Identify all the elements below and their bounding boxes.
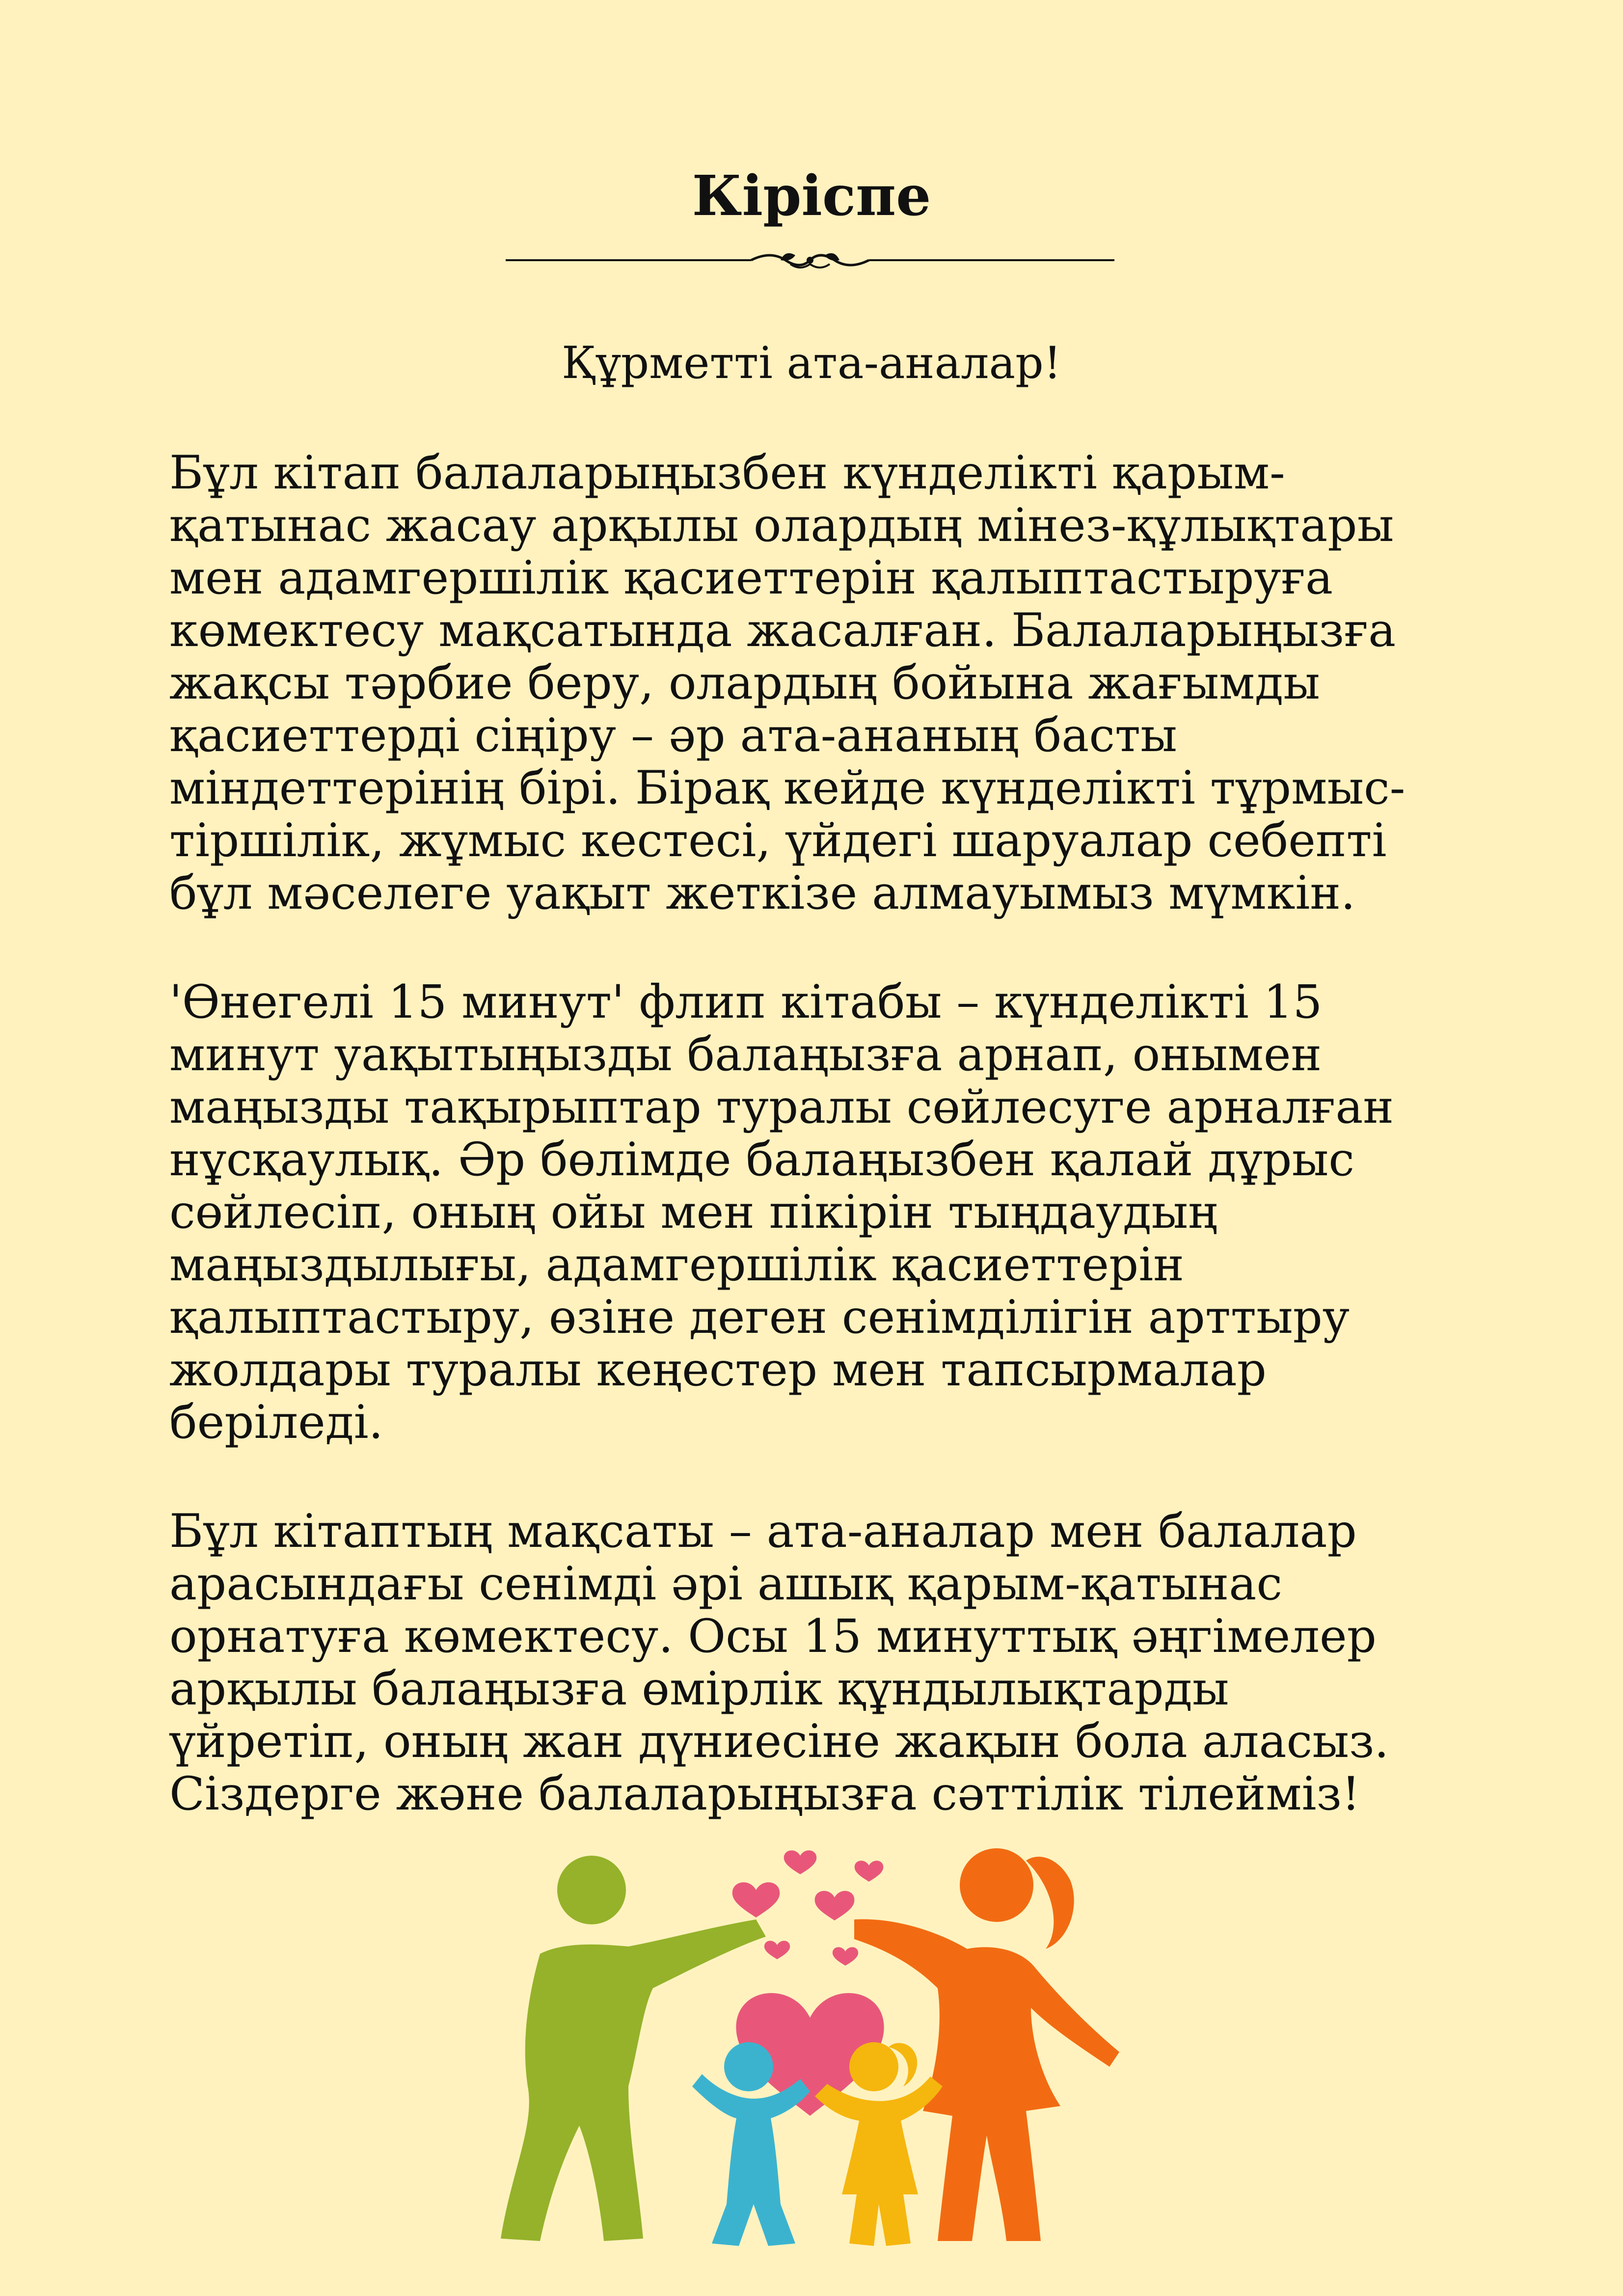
paragraph-2: 'Өнегелі 15 минут' флип кітабы – күнделікті 15 минут уақытыңызды балаңызға арнап, онымен маңызды тақырыптар туралы сөйлесуге арналған нұсқаулық. Әр бөлімде балаңызбен қалай дұрыс сөйлесіп, оның ойы мен пікірін тыңдаудың маңыздылығы, адамгершілік қасиеттерін қалыптастыру, өзіне деген сенімділігін арттыру жолдары туралы кеңестер мен тапсырмалар беріледі. xyxy=(169,975,1394,1449)
paragraph-3: Бұл кітаптың мақсаты – ата-аналар мен балалар арасындағы сенімді әрі ашық қарым-қатынас орнатуға көмектесу. Осы 15 минуттық әңгімелер арқылы балаңызға өмірлік құндылықтарды үйретіп, оның жан дүниесіне жақын бола аласыз. Сіздерге және балаларыңызға сәттілік тілейміз! xyxy=(169,1505,1389,1821)
father-figure-icon xyxy=(501,1856,766,2241)
small-hearts-icon xyxy=(732,1850,884,1966)
paragraph-1: Бұл кітап балаларыңызбен күнделікті қарым- қатынас жасау арқылы олардың мінез-құлықтары мен адамгершілік қасиеттерін қалыптастыруға көмектесу мақсатында жасалған. Балаларыңызға жақсы тәрбие беру, олардың бойына жағымды қасиеттерді сіңіру – әр ата-ананың басты міндеттерінің бірі. Бірақ кейде күнделікті тұрмыс- тіршілік, жұмыс кестесі, үйдегі шаруалар себепті бұл мәселеге уақыт жеткізе алмауымыз мүмкін. xyxy=(169,446,1406,920)
ornamental-divider xyxy=(506,245,1114,275)
greeting: Құрметті ата-аналар! xyxy=(562,337,1061,389)
family-heart-icon xyxy=(481,1831,1154,2253)
page-title: Кіріспе xyxy=(692,164,931,228)
